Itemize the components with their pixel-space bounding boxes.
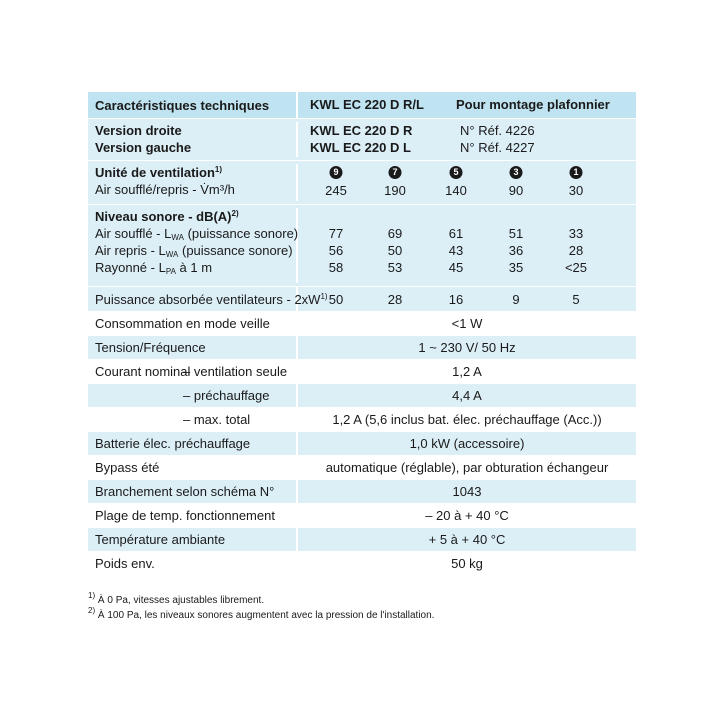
- sound-title: Niveau sonore - $dB(A)^{2)}$: [95, 209, 239, 224]
- wiring-label: Branchement selon schéma N°: [95, 484, 275, 499]
- sound-values: [298, 208, 636, 283]
- power-value: 28: [387, 292, 403, 307]
- version-left-label: Version gauche: [95, 140, 192, 155]
- header-label: Caractéristiques techniques: [95, 97, 270, 113]
- ambient-value: + 5 à + 40 °C: [428, 532, 506, 547]
- sound-extract-value: 43: [448, 243, 464, 258]
- header-model: KWL EC 220 D R/L: [310, 97, 424, 112]
- battery-row: [88, 431, 636, 455]
- sound-radiated-label: Rayonné - $L_{PA}$ à 1 m: [95, 260, 213, 276]
- sound-radiated-value: <25: [564, 260, 588, 275]
- airflow-label: Air soufflé/repris - V̇m³/h: [95, 182, 235, 197]
- temp-range-value: – 20 à + 40 °C: [425, 508, 509, 523]
- ventilation-title: Unité de ventilation$^{1)}$: [95, 165, 223, 180]
- current-preheat-row: [88, 383, 636, 407]
- power-row: [88, 286, 636, 311]
- power-value: 5: [572, 292, 580, 307]
- sound-radiated-value: 45: [448, 260, 464, 275]
- sound-extract-value: 28: [568, 243, 584, 258]
- sound-extract-label: Air repris - $L_{WA}$ (puissance sonore): [95, 243, 293, 259]
- voltage-row: [88, 335, 636, 359]
- ventilation-row: [88, 160, 636, 204]
- sound-radiated-value: 35: [508, 260, 524, 275]
- table-header: [88, 92, 636, 118]
- level-badge: 9: [330, 166, 343, 179]
- footnotes: [88, 593, 434, 623]
- airflow-value: 90: [508, 183, 524, 198]
- current-max-label: – max. total: [183, 412, 251, 427]
- ambient-row: [88, 527, 636, 551]
- weight-label: Poids env.: [95, 556, 155, 571]
- current-vent-row: [88, 359, 636, 383]
- footnote: $^{1)}$ À 0 Pa, vitesses ajustables librement.: [88, 591, 265, 606]
- ventilation-values: [298, 164, 636, 201]
- version-left-model: KWL EC 220 D L: [310, 140, 411, 155]
- temp-range-label: Plage de temp. fonctionnement: [95, 508, 275, 523]
- sound-radiated-value: 58: [328, 260, 344, 275]
- standby-row: [88, 311, 636, 335]
- version-left-ref: N° Réf. 4227: [460, 140, 535, 155]
- level-badge: 3: [510, 166, 523, 179]
- current-vent-label: Courant nominal– ventilation seule: [95, 364, 288, 379]
- current-max-row: [88, 407, 636, 431]
- airflow-value: 140: [445, 183, 467, 198]
- standby-label: Consommation en mode veille: [95, 316, 270, 331]
- sound-supply-value: 77: [328, 226, 344, 241]
- version-right-ref: N° Réf. 4226: [460, 123, 535, 138]
- version-right-label: Version droite: [95, 123, 182, 138]
- sound-extract-value: 50: [387, 243, 403, 258]
- sound-radiated-value: 53: [387, 260, 403, 275]
- bypass-value: automatique (réglable), par obturation échangeur: [325, 460, 609, 475]
- header-mounting: Pour montage plafonnier: [456, 97, 610, 112]
- airflow-value: 245: [325, 183, 347, 198]
- power-value: 50: [328, 292, 344, 307]
- power-values: [298, 287, 636, 311]
- power-label: Puissance absorbée ventilateurs - $2xW^{1)}$: [95, 291, 328, 307]
- versions-row: [88, 118, 636, 160]
- standby-value: <1 W: [451, 316, 483, 331]
- current-preheat-value: 4,4 A: [452, 388, 482, 403]
- power-value: 9: [512, 292, 520, 307]
- bypass-label: Bypass été: [95, 460, 160, 475]
- power-value: 16: [448, 292, 464, 307]
- sound-extract-value: 56: [328, 243, 344, 258]
- voltage-label: Tension/Fréquence: [95, 340, 206, 355]
- weight-row: [88, 551, 636, 575]
- sound-supply-value: 51: [508, 226, 524, 241]
- current-preheat-label: – préchauffage: [183, 388, 270, 403]
- sound-supply-label: Air soufflé - $L_{WA}$ (puissance sonore): [95, 226, 299, 242]
- sound-supply-value: 69: [387, 226, 403, 241]
- bypass-row: [88, 455, 636, 479]
- level-badge: 5: [450, 166, 463, 179]
- sound-supply-value: 33: [568, 226, 584, 241]
- battery-label: Batterie élec. préchauffage: [95, 436, 251, 451]
- temp-range-row: [88, 503, 636, 527]
- version-right-model: KWL EC 220 D R: [310, 123, 413, 138]
- airflow-value: 190: [384, 183, 406, 198]
- weight-value: 50 kg: [451, 556, 483, 571]
- sound-extract-value: 36: [508, 243, 524, 258]
- battery-value: 1,0 kW (accessoire): [409, 436, 525, 451]
- voltage-value: 1 ~ 230 V/ 50 Hz: [418, 340, 516, 355]
- spec-table: [88, 92, 636, 575]
- sound-row: [88, 204, 636, 286]
- footnote: $^{2)}$ À 100 Pa, les niveaux sonores augmentent avec la pression de l'installation.: [88, 606, 435, 621]
- ambient-label: Température ambiante: [95, 532, 226, 547]
- sound-supply-value: 61: [448, 226, 464, 241]
- current-vent-value: 1,2 A: [452, 364, 482, 379]
- airflow-value: 30: [568, 183, 584, 198]
- current-max-value: 1,2 A (5,6 inclus bat. élec. préchauffage (Acc.)): [332, 412, 602, 427]
- level-badge: 1: [570, 166, 583, 179]
- wiring-value: 1043: [452, 484, 482, 499]
- wiring-row: [88, 479, 636, 503]
- level-badge: 7: [389, 166, 402, 179]
